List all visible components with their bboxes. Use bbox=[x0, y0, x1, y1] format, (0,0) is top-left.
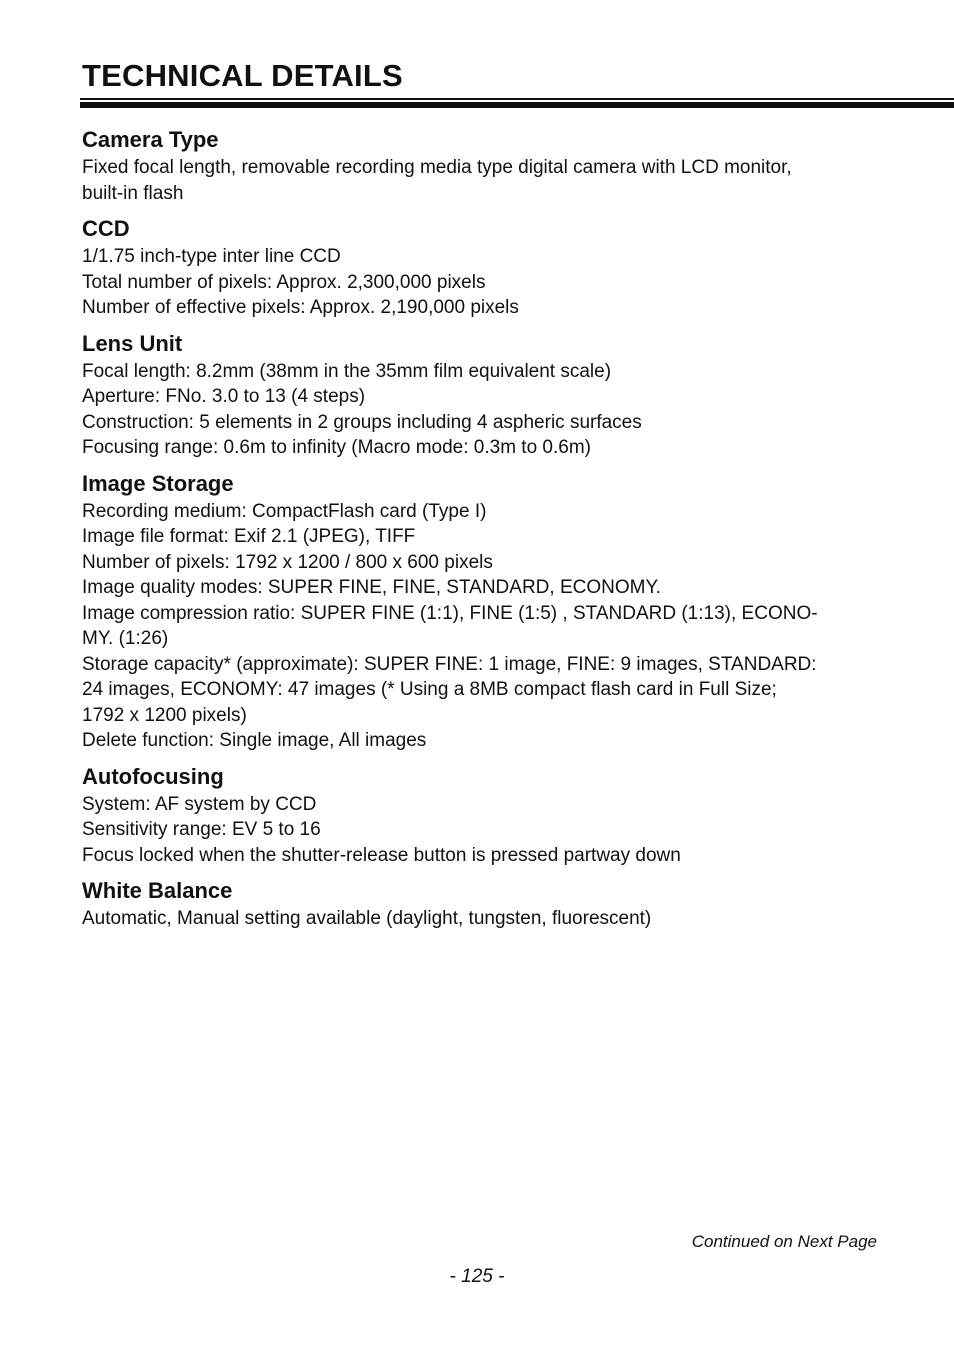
section-line: System: AF system by CCD bbox=[82, 793, 317, 815]
section-line: Image file format: Exif 2.1 (JPEG), TIFF bbox=[82, 526, 416, 547]
section-camera-type bbox=[82, 125, 882, 206]
section-line: Fixed focal length, removable recording media type digital camera with LCD monitor, bbox=[82, 157, 792, 178]
section-ccd bbox=[82, 214, 882, 321]
section-white-balance bbox=[82, 876, 882, 932]
section-line: Total number of pixels: Approx. 2,300,000 pixels bbox=[82, 271, 486, 293]
section-line: Image quality modes: SUPER FINE, FINE, STANDARD, ECONOMY. bbox=[82, 577, 661, 598]
section-line: Focus locked when the shutter-release button is pressed partway down bbox=[82, 844, 681, 866]
section-line: Delete function: Single image, All images bbox=[82, 730, 427, 751]
section-line: Focal length: 8.2mm (38mm in the 35mm film equivalent scale) bbox=[82, 360, 612, 382]
section-lens-unit bbox=[82, 329, 882, 461]
section-heading: White Balance bbox=[82, 878, 233, 903]
spec-content bbox=[82, 125, 882, 940]
section-image-storage bbox=[82, 469, 882, 754]
title-rule-thin bbox=[80, 98, 954, 100]
page-number: - 125 - bbox=[449, 1266, 505, 1287]
section-line: Number of pixels: 1792 x 1200 / 800 x 600 pixels bbox=[82, 551, 493, 573]
section-line: Number of effective pixels: Approx. 2,190,000 pixels bbox=[82, 297, 519, 318]
page-title: TECHNICAL DETAILS bbox=[82, 58, 403, 93]
section-line: Storage capacity* (approximate): SUPER FINE: 1 image, FINE: 9 images, STANDARD: bbox=[82, 653, 817, 675]
section-line: Aperture: FNo. 3.0 to 13 (4 steps) bbox=[82, 386, 366, 407]
continued-note: Continued on Next Page bbox=[691, 1232, 877, 1251]
section-line: Construction: 5 elements in 2 groups including 4 aspheric surfaces bbox=[82, 411, 642, 433]
section-line: Recording medium: CompactFlash card (Type I) bbox=[82, 500, 487, 522]
section-line: Image compression ratio: SUPER FINE (1:1), FINE (1:5) , STANDARD (1:13), ECONO- bbox=[82, 602, 818, 624]
section-line: Automatic, Manual setting available (daylight, tungsten, fluorescent) bbox=[82, 908, 652, 929]
section-heading: Lens Unit bbox=[82, 330, 183, 356]
section-autofocusing bbox=[82, 762, 882, 869]
section-line: Sensitivity range: EV 5 to 16 bbox=[82, 819, 321, 840]
title-rule-thick bbox=[80, 102, 954, 108]
section-line: built-in flash bbox=[82, 182, 184, 204]
section-line: MY. (1:26) bbox=[82, 628, 169, 649]
section-line: 1/1.75 inch-type inter line CCD bbox=[82, 246, 341, 267]
section-heading: Camera Type bbox=[82, 127, 219, 152]
section-heading: Image Storage bbox=[82, 470, 234, 496]
section-heading: Autofocusing bbox=[82, 763, 224, 789]
section-line: 1792 x 1200 pixels) bbox=[82, 704, 247, 726]
section-heading: CCD bbox=[82, 216, 130, 241]
section-line: Focusing range: 0.6m to infinity (Macro mode: 0.3m to 0.6m) bbox=[82, 437, 591, 458]
section-line: 24 images, ECONOMY: 47 images (* Using a 8MB compact flash card in Full Size; bbox=[82, 679, 777, 700]
